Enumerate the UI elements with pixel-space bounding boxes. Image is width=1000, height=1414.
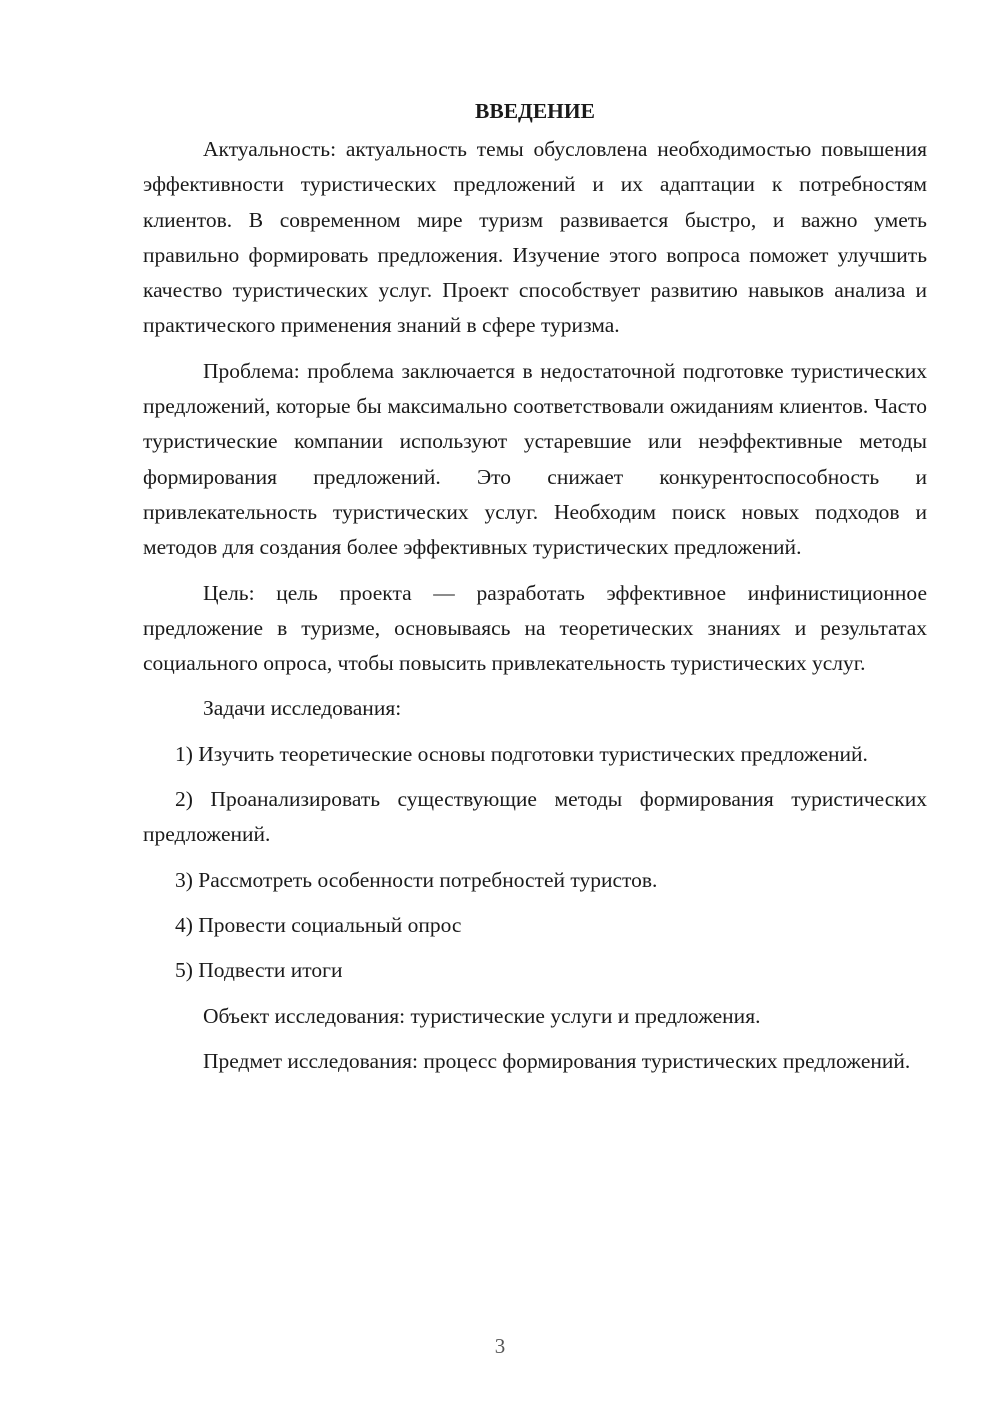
task-item-2: 2) Проанализировать существующие методы формирования туристических предложений.	[143, 787, 927, 847]
task-item-3: 3) Рассмотреть особенности потребностей туристов.	[175, 867, 658, 892]
task-item-1: 1) Изучить теоретические основы подготовки туристических предложений.	[175, 741, 868, 766]
section-heading: ВВЕДЕНИЕ	[475, 99, 595, 123]
paragraph-goal: Цель: цель проекта — разработать эффективное инфинистиционное предложение в туризме, основываясь на теоретических знаниях и результатах социального опроса, чтобы повысить привлекательность туристических услуг.	[143, 580, 927, 676]
paragraph-object: Объект исследования: туристические услуги и предложения.	[203, 1003, 761, 1028]
document-body	[143, 96, 927, 1089]
task-item-5: 5) Подвести итоги	[175, 958, 343, 983]
page-number: 3	[494, 1334, 506, 1358]
paragraph-subject: Предмет исследования: процесс формирования туристических предложений.	[203, 1048, 911, 1073]
task-item-4: 4) Провести социальный опрос	[175, 912, 462, 937]
paragraph-tasks-intro: Задачи исследования:	[203, 696, 402, 721]
paragraph-problem: Проблема: проблема заключается в недостаточной подготовке туристических предложений, которые бы максимально соответствовали ожиданиям клиентов. Часто туристические компании используют устаревшие или неэффективные методы формирования предложений. Это снижает конкурентоспособность и привлекательность туристических услуг. Необходим поиск новых подходов и методов для создания более эффективных туристических предложений.	[143, 358, 927, 560]
paragraph-relevance: Актуальность: актуальность темы обусловлена необходимостью повышения эффективности туристических предложений и их адаптации к потребностям клиентов. В современном мире туризм развивается быстро, и важно уметь правильно формировать предложения. Изучение этого вопроса поможет улучшить качество туристических услуг. Проект способствует развитию навыков анализа и практического применения знаний в сфере туризма.	[143, 137, 927, 338]
